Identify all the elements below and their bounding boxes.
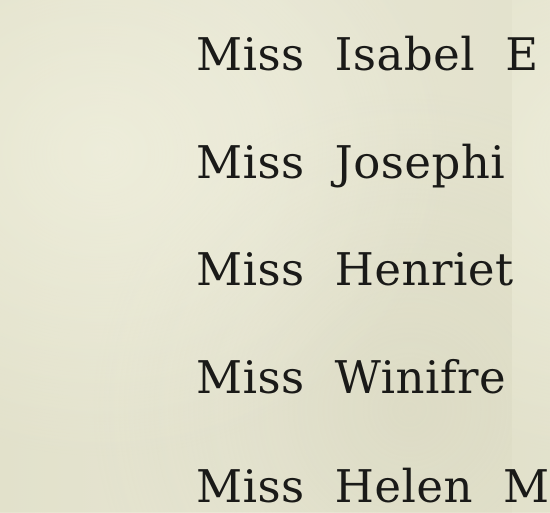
given-name-text: Henriet <box>334 243 514 296</box>
honorific-text: Miss <box>196 136 305 189</box>
list-item <box>196 28 539 81</box>
given-name-text: Josephi <box>334 136 506 189</box>
surname-fragment-text: E <box>505 28 539 81</box>
name-list <box>196 0 550 513</box>
honorific-text: Miss <box>196 351 305 404</box>
honorific-text: Miss <box>196 243 305 296</box>
given-name-text: Helen <box>334 460 474 513</box>
list-item <box>196 243 514 296</box>
honorific-text: Miss <box>196 460 305 513</box>
list-item <box>196 460 550 513</box>
list-item <box>196 136 506 189</box>
given-name-text: Isabel <box>334 28 476 81</box>
list-item <box>196 351 507 404</box>
given-name-text: Winifre <box>334 351 507 404</box>
honorific-text: Miss <box>196 28 305 81</box>
surname-fragment-text: M <box>503 460 550 513</box>
